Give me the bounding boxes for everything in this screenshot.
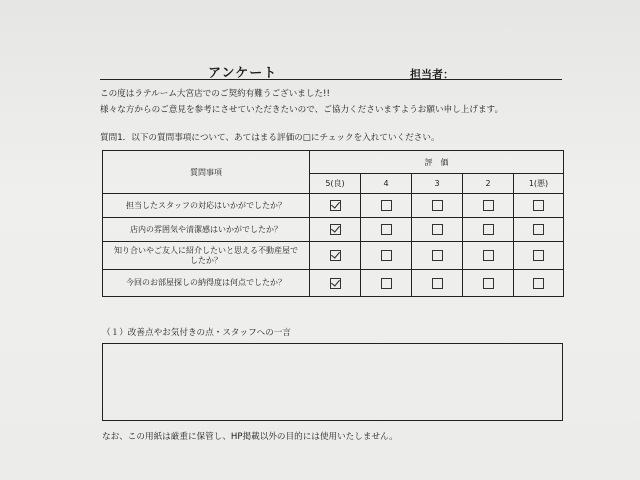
scale-header: 1(悪) bbox=[514, 174, 564, 194]
rating-checkbox-checked[interactable] bbox=[330, 250, 341, 261]
question-column-header: 質問事項 bbox=[103, 151, 310, 194]
scale-header: 2 bbox=[463, 174, 514, 194]
person-in-charge-label: 担当者： bbox=[410, 68, 454, 81]
rating-checkbox-checked[interactable] bbox=[330, 278, 341, 289]
table-row bbox=[103, 242, 564, 270]
rating-checkbox[interactable] bbox=[483, 200, 494, 211]
rating-checkbox-checked[interactable] bbox=[330, 200, 341, 211]
question-text: 今回のお部屋探しの納得度は何点でしたか？ bbox=[103, 270, 310, 297]
table-row bbox=[103, 270, 564, 297]
scale-header: 3 bbox=[412, 174, 463, 194]
rating-checkbox[interactable] bbox=[483, 278, 494, 289]
table-row bbox=[103, 218, 564, 242]
rating-checkbox[interactable] bbox=[432, 200, 443, 211]
rating-checkbox[interactable] bbox=[432, 250, 443, 261]
question-text: 店内の雰囲気や清潔感はいかがでしたか？ bbox=[103, 218, 310, 242]
intro-request: 様々な方からのご意見を参考にさせていただきたいので、ご協力くださいますようお願い申し上げます。 bbox=[100, 105, 504, 115]
rating-checkbox[interactable] bbox=[533, 200, 544, 211]
rating-checkbox[interactable] bbox=[533, 224, 544, 235]
header-divider bbox=[100, 79, 562, 80]
rating-checkbox[interactable] bbox=[432, 224, 443, 235]
scale-header: 5(良) bbox=[310, 174, 361, 194]
rating-checkbox[interactable] bbox=[483, 224, 494, 235]
comment-section-label: （１）改善点やお気付きの点・スタッフへの一言 bbox=[102, 328, 291, 338]
rating-checkbox[interactable] bbox=[381, 224, 392, 235]
question-text: 知り合いやご友人に紹介したいと思える不動産屋で したか？ bbox=[103, 242, 310, 270]
intro-thanks: この度はラテルーム大宮店でのご契約有難うございました!! bbox=[100, 89, 330, 99]
rating-checkbox-checked[interactable] bbox=[330, 224, 341, 235]
comment-box[interactable] bbox=[102, 343, 563, 421]
table-row bbox=[103, 194, 564, 218]
rating-checkbox[interactable] bbox=[533, 278, 544, 289]
rating-table bbox=[102, 150, 564, 297]
rating-checkbox[interactable] bbox=[432, 278, 443, 289]
rating-checkbox[interactable] bbox=[381, 200, 392, 211]
question-text: 担当したスタッフの対応はいかがでしたか？ bbox=[103, 194, 310, 218]
rating-checkbox[interactable] bbox=[381, 250, 392, 261]
rating-checkbox[interactable] bbox=[381, 278, 392, 289]
rating-checkbox[interactable] bbox=[533, 250, 544, 261]
rating-checkbox[interactable] bbox=[483, 250, 494, 261]
page-title: アンケート bbox=[208, 66, 278, 81]
question1-instruction: 質問1．以下の質問事項について、あてはまる評価の□にチェックを入れていください。 bbox=[100, 133, 440, 143]
scale-header: 4 bbox=[361, 174, 412, 194]
rating-column-header: 評 価 bbox=[310, 151, 564, 174]
privacy-footnote: なお、この用紙は厳重に保管し、HP掲載以外の目的には使用いたしません。 bbox=[102, 432, 398, 442]
